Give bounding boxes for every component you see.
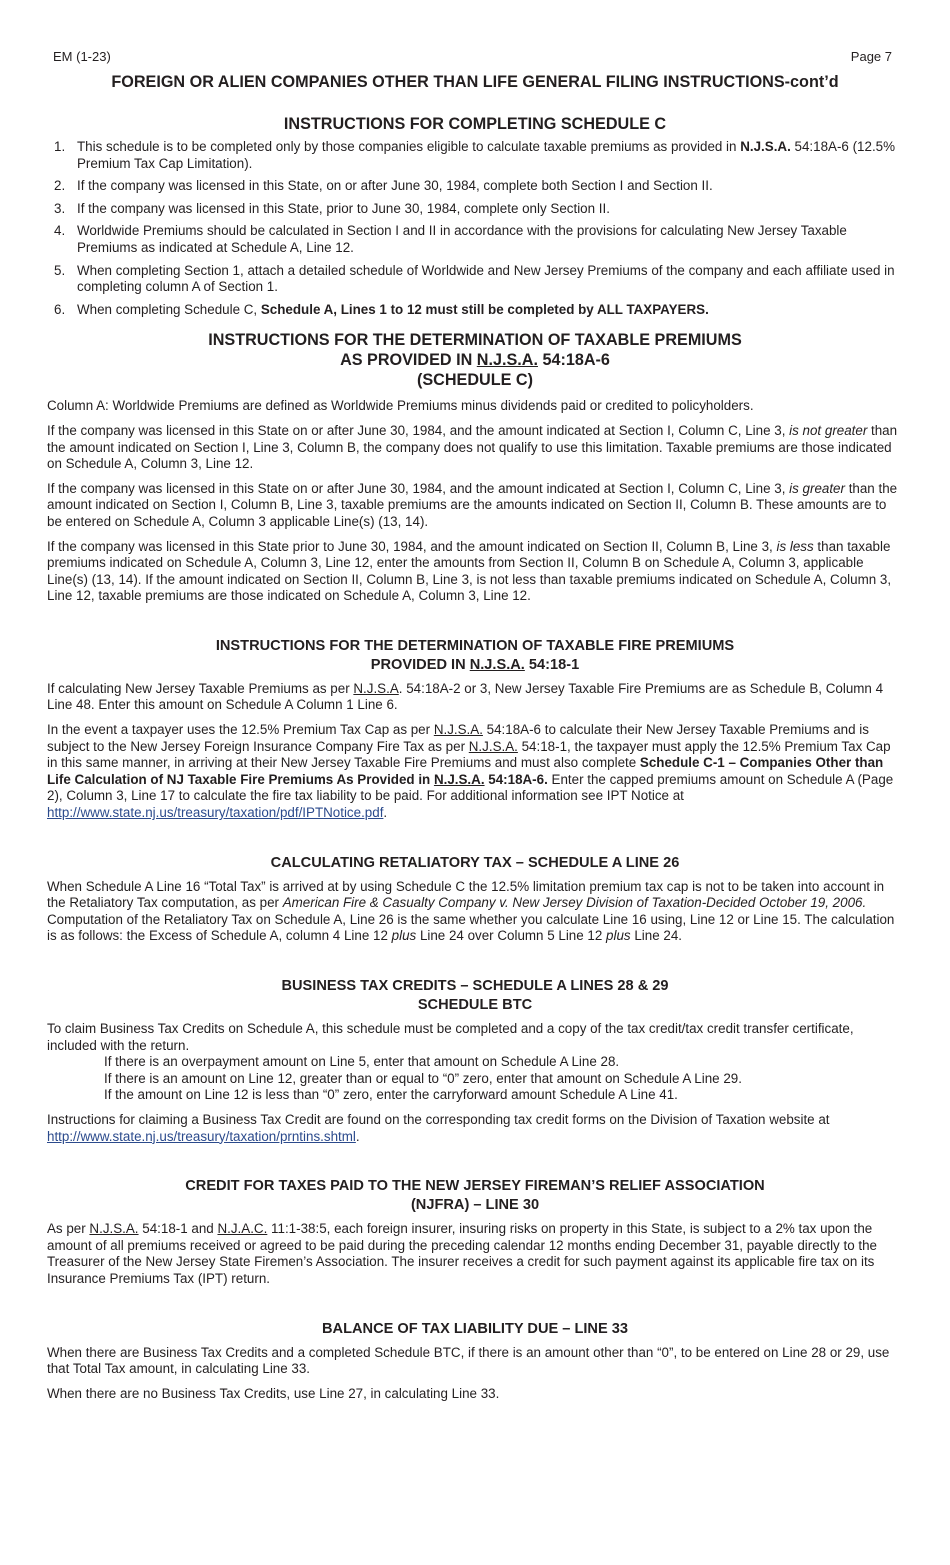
business-tax-credits-section bbox=[47, 977, 903, 1145]
italic-text: is greater bbox=[789, 480, 845, 496]
item-number: 1. bbox=[54, 139, 66, 154]
list-item bbox=[47, 302, 903, 319]
item-text: 54:18A-6 (12.5% Premium Tax Cap Limitation). bbox=[77, 139, 896, 171]
page-title: FOREIGN OR ALIEN COMPANIES OTHER THAN LIFE GENERAL FILING INSTRUCTIONS-cont’d bbox=[111, 73, 839, 91]
schedule-c-section bbox=[47, 114, 903, 318]
indented-item: If there is an amount on Line 12, greater than or equal to “0” zero, enter that amount on Schedule A Line 29. bbox=[104, 1070, 742, 1086]
heading-line: AS PROVIDED IN bbox=[340, 351, 477, 370]
bold-text: 54:18A-6. bbox=[484, 771, 548, 787]
text: If the company was licensed in this State prior to June 30, 1984, and the amount indicated on Section II, Column B, Line 3, bbox=[47, 538, 777, 554]
item-text: This schedule is to be completed only by those companies eligible to calculate taxable premiums as provided in bbox=[77, 139, 741, 154]
item-number: 6. bbox=[54, 301, 66, 317]
form-id: EM (1-23) bbox=[53, 49, 111, 64]
italic-text: is less bbox=[776, 538, 814, 554]
text: Enter the capped premiums amount on Schedule A (Page 2), Column 3, Line 17 to calculate the fire tax liability to be paid. For additional information see IPT Notice at bbox=[47, 771, 894, 804]
balance-section bbox=[47, 1320, 903, 1403]
text: 54:18-1 and bbox=[138, 1221, 218, 1237]
text: than the amount indicated on Section I, Column B, Line 3, taxable premiums are the amounts indicated on Section II, Column B. These amounts are to be entered on Schedule A, Column 3 applicable Line(s) (13, 14). bbox=[47, 480, 898, 529]
text: . bbox=[383, 805, 388, 821]
text: 11:1-38:5, each foreign insurer, insuring risks on property in this State, is subject to a 2% tax upon the amount of all premiums received or agreed to be paid during the preceding calendar 12 months ending December 31, payable directly to the Treasurer of the New Jersey State Firemen’s Association. The insurer receives a credit for such payment against its applicable fire tax on its Insurance Premiums Tax (IPT) return. bbox=[47, 1221, 877, 1286]
paragraph bbox=[47, 1112, 903, 1145]
heading-line: INSTRUCTIONS FOR THE DETERMINATION OF TAXABLE PREMIUMS bbox=[208, 331, 742, 350]
item-text-bold: N.J.S.A. bbox=[740, 139, 791, 154]
fire-premiums-section bbox=[47, 637, 903, 822]
item-number: 2. bbox=[54, 178, 66, 194]
heading-line: 54:18-1 bbox=[524, 656, 580, 673]
text: If calculating New Jersey Taxable Premiums as per bbox=[47, 680, 354, 696]
paragraph bbox=[47, 539, 903, 605]
text: 54:18-1, the taxpayer must apply the 12.5% Premium Tax Cap in this same manner, in arriving at their New Jersey Taxable Fire Premiums and must also complete bbox=[47, 738, 891, 771]
text: than the amount indicated on Section I, Line 3, Column B, the company does not qualify to use this limitation. Taxable premiums are those indicated on Schedule A, Column 3, Line 12. bbox=[47, 422, 898, 472]
paragraph: When there are Business Tax Credits and a completed Schedule BTC, if there is an amount other than “0”, to be entered on Line 28 or 29, use that Total Tax amount, in calculating Line 33. bbox=[47, 1344, 890, 1377]
list-item bbox=[47, 223, 903, 256]
taxable-premiums-section bbox=[47, 330, 903, 605]
text: Line 24. bbox=[630, 928, 682, 944]
item-text: Worldwide Premiums should be calculated in Section I and II in accordance with the provisions for calculating New Jersey Taxable Premiums as indicated at Schedule A, Line 12. bbox=[77, 223, 847, 255]
text: Line 24 over Column 5 Line 12 bbox=[416, 928, 607, 944]
heading-line: CREDIT FOR TAXES PAID TO THE NEW JERSEY FIREMAN’S RELIEF ASSOCIATION bbox=[185, 1178, 765, 1195]
paragraph bbox=[47, 722, 903, 822]
tax-credit-forms-link[interactable]: http://www.state.nj.us/treasury/taxation/prntins.shtml bbox=[47, 1128, 356, 1144]
paragraph bbox=[47, 1221, 903, 1287]
list-item bbox=[47, 201, 903, 218]
ipt-notice-link[interactable]: http://www.state.nj.us/treasury/taxation/pdf/IPTNotice.pdf bbox=[47, 805, 384, 821]
business-tax-credits-heading bbox=[47, 977, 903, 1015]
schedule-c-list bbox=[47, 139, 903, 318]
fire-premiums-heading bbox=[47, 637, 903, 675]
underlined-text: N.J.S.A. bbox=[89, 1221, 139, 1237]
text: As per bbox=[47, 1221, 90, 1237]
page-content bbox=[47, 114, 903, 1410]
item-number: 3. bbox=[54, 200, 66, 216]
text: . bbox=[355, 1128, 360, 1144]
italic-text: plus bbox=[606, 928, 631, 944]
paragraph: When there are no Business Tax Credits, use Line 27, in calculating Line 33. bbox=[47, 1385, 500, 1401]
underlined-text: N.J.A.C. bbox=[217, 1221, 268, 1237]
paragraph bbox=[47, 481, 903, 531]
heading-underlined: N.J.S.A. bbox=[469, 656, 525, 673]
heading-line: (SCHEDULE C) bbox=[416, 371, 533, 390]
bold-underlined-text: N.J.S.A. bbox=[433, 771, 485, 787]
heading-line: PROVIDED IN bbox=[370, 656, 470, 673]
indented-item: If the amount on Line 12 is less than “0” zero, enter the carryforward amount Schedule A Line 41. bbox=[104, 1087, 678, 1103]
text: Instructions for claiming a Business Tax Credit are found on the corresponding tax credit forms on the Division of Taxation website at bbox=[47, 1111, 830, 1127]
paragraph bbox=[47, 423, 903, 473]
heading-line: INSTRUCTIONS FOR THE DETERMINATION OF TAXABLE FIRE PREMIUMS bbox=[215, 637, 735, 654]
text: When Schedule A Line 16 “Total Tax” is arrived at by using Schedule C the 12.5% limitation premium tax cap is not to be taken into account in the Retaliatory Tax computation, as per bbox=[47, 878, 885, 911]
balance-heading: BALANCE OF TAX LIABILITY DUE – LINE 33 bbox=[322, 1320, 628, 1337]
heading-underlined: N.J.S.A. bbox=[476, 351, 538, 370]
heading-line: 54:18A-6 bbox=[537, 351, 610, 370]
item-text-bold: Schedule A, Lines 1 to 12 must still be completed by ALL TAXPAYERS. bbox=[260, 301, 709, 317]
underlined-text: N.J.S.A. bbox=[433, 722, 483, 738]
italic-text: plus bbox=[391, 928, 417, 944]
retaliatory-tax-section bbox=[47, 854, 903, 945]
heading-line: (NJFRA) – LINE 30 bbox=[410, 1197, 540, 1214]
paragraph: To claim Business Tax Credits on Schedule A, this schedule must be completed and a copy of the tax credit/tax credit transfer certificate, included with the return. bbox=[47, 1021, 854, 1053]
item-text: When completing Section 1, attach a detailed schedule of Worldwide and New Jersey Premiums of the company and each affiliate used in completing column A of Section 1. bbox=[77, 262, 895, 295]
page-number: Page 7 bbox=[850, 49, 892, 64]
italic-text: is not greater bbox=[789, 422, 868, 438]
text: . 54:18A-2 or 3, New Jersey Taxable Fire Premiums are as Schedule B, Column 4 Line 48. Enter this amount on Schedule A Column 1 Line 6. bbox=[47, 680, 884, 713]
paragraph bbox=[47, 879, 903, 945]
underlined-text: N.J.S.A. bbox=[468, 738, 518, 754]
bold-text: Schedule C-1 – Companies Other than Life Calculation of NJ Taxable Fire Premiums As Provided in bbox=[47, 755, 884, 787]
heading-line: BUSINESS TAX CREDITS – SCHEDULE A LINES 28 & 29 bbox=[281, 978, 669, 994]
indented-item: If there is an overpayment amount on Line 5, enter that amount on Schedule A Line 28. bbox=[104, 1054, 620, 1070]
text: 54:18A-6 to calculate their New Jersey Taxable Premiums and is subject to the New Jersey Foreign Insurance Company Fire Tax as per bbox=[47, 722, 869, 754]
italic-text: American Fire & Casualty Company v. New Jersey Division of Taxation-Decided October 19, 2006. bbox=[282, 895, 867, 911]
njfra-section bbox=[47, 1177, 903, 1287]
list-item bbox=[47, 139, 903, 172]
item-text: When completing Schedule C, bbox=[77, 301, 261, 317]
item-text: If the company was licensed in this State, prior to June 30, 1984, complete only Section II. bbox=[77, 200, 610, 216]
item-number: 4. bbox=[54, 223, 66, 239]
heading-line: SCHEDULE BTC bbox=[417, 997, 533, 1013]
item-number: 5. bbox=[54, 262, 66, 278]
list-item bbox=[47, 263, 903, 296]
njfra-heading bbox=[47, 1177, 903, 1215]
paragraph: Column A: Worldwide Premiums are defined as Worldwide Premiums minus dividends paid or credited to policyholders. bbox=[47, 398, 754, 414]
text: If the company was licensed in this State on or after June 30, 1984, and the amount indicated at Section I, Column C, Line 3, bbox=[47, 422, 790, 438]
list-item bbox=[47, 178, 903, 195]
text: than taxable premiums indicated on Schedule A, Column 3, Line 12, enter the amounts from Section II, Column B on Schedule A, Column 3, applicable Line(s) (13, 14). If the amount indicated on Section II, Column B, Line 3, is not less than taxable premiums indicated on Schedule A, Column 3, Line 12, taxable premiums are those indicated on Schedule A, Column 3, Line 12. bbox=[47, 538, 892, 604]
text: Computation of the Retaliatory Tax on Schedule A, Line 26 is the same whether you calculate Line 16 using, Line 12 or Line 15. The calculation is as follows: the Excess of Schedule A, column 4 Line 12 bbox=[47, 911, 895, 944]
paragraph bbox=[47, 681, 903, 714]
retaliatory-tax-heading: CALCULATING RETALIATORY TAX – SCHEDULE A LINE 26 bbox=[270, 854, 680, 871]
underlined-text: N.J.S.A bbox=[353, 680, 399, 696]
item-text: If the company was licensed in this State, on or after June 30, 1984, complete both Section I and Section II. bbox=[77, 178, 713, 194]
text: If the company was licensed in this State on or after June 30, 1984, and the amount indicated at Section I, Column C, Line 3, bbox=[47, 480, 790, 496]
text: In the event a taxpayer uses the 12.5% Premium Tax Cap as per bbox=[47, 722, 434, 738]
taxable-premiums-heading bbox=[47, 330, 903, 390]
schedule-c-heading: INSTRUCTIONS FOR COMPLETING SCHEDULE C bbox=[283, 115, 667, 133]
